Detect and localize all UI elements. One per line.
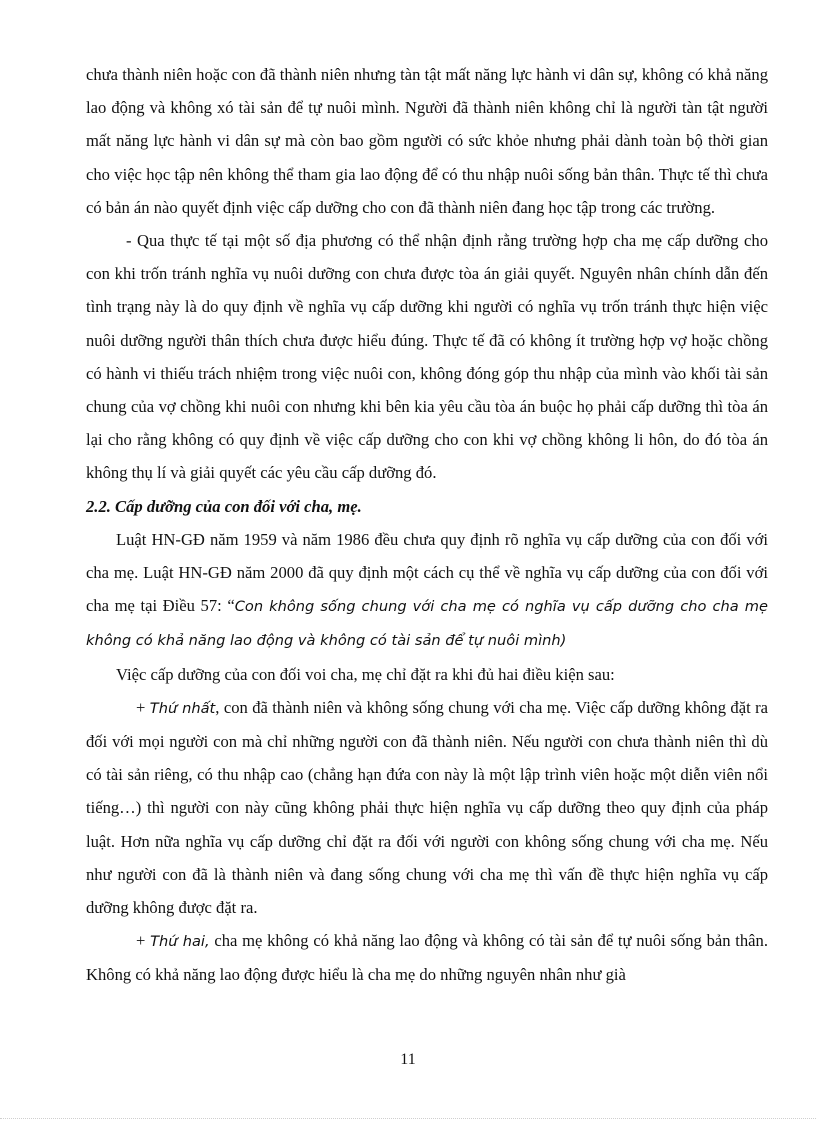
law-quote: Con không sống chung với cha mẹ có nghĩa vụ cấp dưỡng cho cha mẹ không có khả năng lao động và không có tài sản để tự nuôi mình): [86, 598, 769, 650]
page-number: 11: [400, 1051, 416, 1068]
paragraph-6-text: cha mẹ không có khả năng lao động và không có tài sản để tự nuôi sống bản thân. Không có khả năng lao động được hiểu là cha mẹ do những nguyên nhân như già: [86, 931, 768, 985]
section-heading: 2.2. Cấp dưỡng của con đối với cha, mẹ.: [86, 496, 362, 516]
paragraph-2: - Qua thực tế tại một số địa phương có thể nhận định rằng trường hợp cha mẹ cấp dưỡng cho con khi trốn tránh nghĩa vụ nuôi dưỡng con chưa được tòa án giải quyết. Nguyên nhân chính dẫn đến tình trạng này là do quy định về nghĩa vụ cấp dưỡng khi người có nghĩa vụ trốn tránh thực hiện việc nuôi dưỡng người thân thích chưa được hiểu đúng. Thực tế đã có không ít trường hợp vợ hoặc chồng có hành vi thiếu trách nhiệm trong việc nuôi con, không đóng góp thu nhập của mình vào khối tài sản chung của vợ chồng khi nuôi con nhưng khi bên kia yêu cầu tòa án buộc họ phải cấp dưỡng thì tòa án lại cho rằng không có quy định về việc cấp dưỡng cho con khi vợ chồng không li hôn, do đó tòa án không thụ lí và giải quyết các yêu cầu cấp dưỡng đó.: [86, 231, 768, 483]
paragraph-6-prefix: +: [136, 931, 151, 951]
paragraph-6: [86, 924, 768, 991]
paragraph-5-prefix: +: [136, 697, 150, 717]
paragraph-1: chưa thành niên hoặc con đã thành niên nhưng tàn tật mất năng lực hành vi dân sự, không có khả năng lao động và không xó tài sản để tự nuôi mình. Người đã thành niên không chỉ là người tàn tật người mất năng lực hành vi dân sự mà còn bao gồm người có sức khỏe nhưng phải dành toàn bộ thời gian cho việc học tập nên không thể tham gia lao động để có thu nhập nuôi sống bản thân. Thực tế thì chưa có bản án nào quyết định việc cấp dưỡng cho con đã thành niên đang học tập trong các trường.: [86, 65, 768, 217]
page-bottom-divider: [0, 1118, 816, 1119]
paragraph-5-italic: Thứ nhất: [149, 699, 216, 717]
paragraph-4: Việc cấp dưỡng của con đối voi cha, mẹ chỉ đặt ra khi đủ hai điều kiện sau:: [116, 664, 615, 684]
paragraph-5-text: , con đã thành niên và không sống chung với cha mẹ. Việc cấp dưỡng không đặt ra đối với mọi người con mà chỉ những người con đã thành niên. Nếu người con chưa thành niên thì dù có tài sản riêng, có thu nhập cao (chẳng hạn đứa con này là một lập trình viên hoặc một diễn viên nổi tiếng…) thì người con này cũng không phải thực hiện nghĩa vụ cấp dưỡng theo quy định của pháp luật. Hơn nữa nghĩa vụ cấp dưỡng chỉ đặt ra đối với người con không sống chung với cha mẹ. Nếu như người con đã là thành niên và đang sống chung với cha mẹ thì vấn đề thực hiện nghĩa vụ cấp dưỡng không được đặt ra.: [86, 697, 768, 918]
document-body: [86, 58, 768, 992]
paragraph-3-text: Luật HN-GĐ năm 1959 và năm 1986 đều chưa quy định rõ nghĩa vụ cấp dưỡng của con đối với cha mẹ. Luật HN-GĐ năm 2000 đã quy định một cách cụ thể về nghĩa vụ cấp dưỡng của con đối với cha mẹ tại Điều 57: “: [86, 529, 768, 616]
paragraph-6-italic: Thứ hai,: [150, 933, 210, 951]
paragraph-3: [86, 523, 768, 658]
paragraph-5: [86, 691, 768, 924]
